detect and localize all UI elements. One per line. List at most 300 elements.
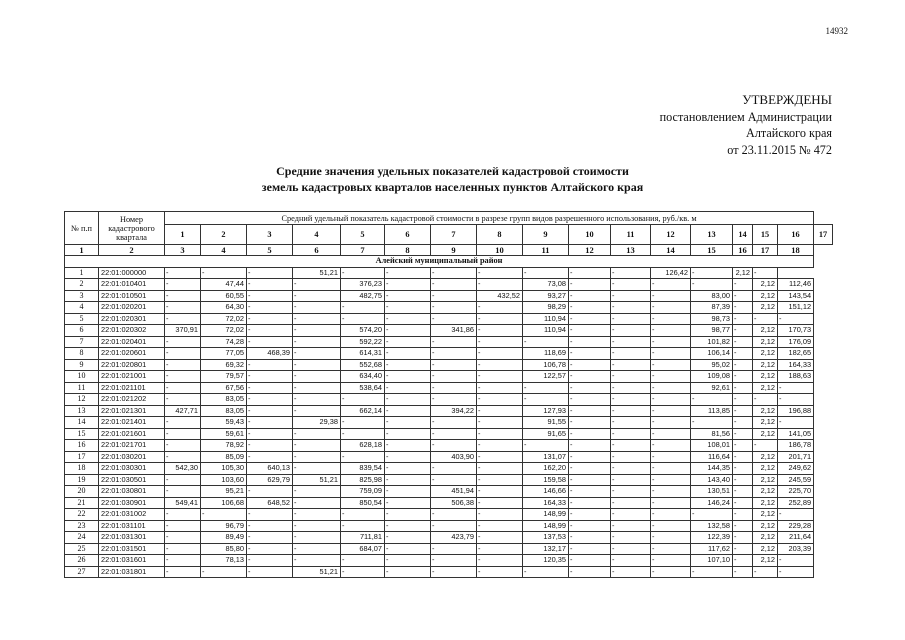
group-number: 11 — [611, 225, 651, 245]
column-number: 10 — [477, 245, 523, 256]
value-cell: - — [651, 279, 691, 291]
value-cell: - — [247, 543, 293, 555]
value-cell: - — [341, 313, 385, 325]
cadastral-quarter: 22:01:021601 — [99, 428, 165, 440]
value-cell: 113,85 — [691, 405, 733, 417]
value-cell: - — [477, 497, 523, 509]
value-cell: 2,12 — [753, 290, 778, 302]
value-cell: - — [431, 279, 477, 291]
value-cell: 105,30 — [201, 463, 247, 475]
value-cell: - — [477, 440, 523, 452]
value-cell: - — [523, 566, 569, 578]
value-cell: - — [477, 520, 523, 532]
value-cell: - — [385, 348, 431, 360]
group-number: 7 — [431, 225, 477, 245]
table-row — [65, 555, 833, 567]
table-row — [65, 359, 833, 371]
value-cell: - — [733, 532, 753, 544]
value-cell: - — [477, 463, 523, 475]
value-cell: - — [431, 302, 477, 314]
value-cell: - — [293, 279, 341, 291]
value-cell: - — [569, 405, 611, 417]
value-cell: - — [165, 509, 201, 521]
value-cell: - — [611, 417, 651, 429]
group-number: 15 — [753, 225, 778, 245]
cadastral-quarter: 22:01:020401 — [99, 336, 165, 348]
value-cell: - — [293, 486, 341, 498]
value-cell: - — [569, 474, 611, 486]
value-cell: - — [611, 359, 651, 371]
cadastral-quarter: 22:01:030501 — [99, 474, 165, 486]
value-cell: 83,00 — [691, 290, 733, 302]
table-row — [65, 474, 833, 486]
value-cell: - — [293, 440, 341, 452]
value-cell: 549,41 — [165, 497, 201, 509]
value-cell: 427,71 — [165, 405, 201, 417]
value-cell: - — [385, 474, 431, 486]
value-cell: - — [431, 290, 477, 302]
value-cell: 69,32 — [201, 359, 247, 371]
value-cell: - — [431, 267, 477, 279]
value-cell: - — [651, 555, 691, 567]
value-cell: 110,94 — [523, 313, 569, 325]
value-cell: - — [569, 486, 611, 498]
title-line: земель кадастровых кварталов населенных пунктов Алтайского края — [261, 179, 644, 194]
value-cell: - — [477, 394, 523, 406]
value-cell: - — [165, 555, 201, 567]
value-cell: - — [477, 509, 523, 521]
value-cell: 432,52 — [477, 290, 523, 302]
value-cell: 73,08 — [523, 279, 569, 291]
value-cell: - — [165, 428, 201, 440]
value-cell: 170,73 — [778, 325, 814, 337]
value-cell: - — [733, 451, 753, 463]
row-index: 16 — [65, 440, 99, 452]
value-cell: - — [431, 371, 477, 383]
value-cell: - — [611, 428, 651, 440]
value-cell: 151,12 — [778, 302, 814, 314]
table-row — [65, 348, 833, 360]
value-cell: 628,18 — [341, 440, 385, 452]
value-cell: - — [651, 325, 691, 337]
value-cell: 112,46 — [778, 279, 814, 291]
value-cell: - — [247, 428, 293, 440]
value-cell: - — [293, 348, 341, 360]
value-cell: - — [569, 463, 611, 475]
cadastral-quarter: 22:01:020302 — [99, 325, 165, 337]
value-cell: 141,05 — [778, 428, 814, 440]
approval-block — [660, 92, 832, 158]
value-cell: 81,56 — [691, 428, 733, 440]
row-index: 17 — [65, 451, 99, 463]
header-index: № п.п — [65, 212, 99, 245]
value-cell: 148,99 — [523, 520, 569, 532]
value-cell: - — [733, 520, 753, 532]
value-cell: - — [477, 382, 523, 394]
value-cell: 2,12 — [753, 279, 778, 291]
value-cell: 93,27 — [523, 290, 569, 302]
value-cell: 106,68 — [201, 497, 247, 509]
column-number: 17 — [753, 245, 778, 256]
value-cell: - — [569, 451, 611, 463]
table-row — [65, 371, 833, 383]
value-cell: - — [611, 279, 651, 291]
value-cell: - — [753, 267, 778, 279]
value-cell: - — [201, 267, 247, 279]
value-cell: - — [247, 417, 293, 429]
value-cell: 77,05 — [201, 348, 247, 360]
value-cell: 2,12 — [753, 348, 778, 360]
value-cell: - — [385, 325, 431, 337]
value-cell: - — [385, 405, 431, 417]
value-cell: - — [341, 394, 385, 406]
value-cell: - — [569, 566, 611, 578]
value-cell: - — [778, 417, 814, 429]
value-cell: - — [733, 348, 753, 360]
value-cell: - — [753, 566, 778, 578]
value-cell: 2,12 — [753, 371, 778, 383]
value-cell: 634,40 — [341, 371, 385, 383]
value-cell: - — [165, 566, 201, 578]
value-cell: 29,38 — [293, 417, 341, 429]
value-cell: 132,17 — [523, 543, 569, 555]
value-cell: 252,89 — [778, 497, 814, 509]
value-cell: - — [431, 348, 477, 360]
table-row — [65, 532, 833, 544]
value-cell: - — [651, 463, 691, 475]
value-cell: - — [293, 451, 341, 463]
value-cell: - — [165, 394, 201, 406]
cadastral-value-table — [64, 211, 833, 578]
column-number: 8 — [385, 245, 431, 256]
value-cell: 482,75 — [341, 290, 385, 302]
value-cell: - — [611, 566, 651, 578]
value-cell: - — [651, 371, 691, 383]
value-cell: 574,20 — [341, 325, 385, 337]
value-cell: 2,12 — [733, 267, 753, 279]
value-cell: - — [431, 520, 477, 532]
row-index: 18 — [65, 463, 99, 475]
value-cell: - — [651, 497, 691, 509]
value-cell: - — [477, 336, 523, 348]
value-cell: - — [778, 394, 814, 406]
value-cell: 592,22 — [341, 336, 385, 348]
value-cell: 106,14 — [691, 348, 733, 360]
value-cell: - — [611, 486, 651, 498]
value-cell: - — [778, 555, 814, 567]
value-cell: - — [431, 555, 477, 567]
value-cell: - — [651, 474, 691, 486]
value-cell: - — [733, 359, 753, 371]
value-cell: - — [778, 313, 814, 325]
value-cell: - — [611, 509, 651, 521]
cadastral-quarter: 22:01:021301 — [99, 405, 165, 417]
value-cell: 662,14 — [341, 405, 385, 417]
value-cell: - — [385, 417, 431, 429]
value-cell: 552,68 — [341, 359, 385, 371]
cadastral-quarter: 22:01:010501 — [99, 290, 165, 302]
value-cell: - — [477, 267, 523, 279]
value-cell: - — [431, 463, 477, 475]
column-number: 4 — [201, 245, 247, 256]
approval-line: от 23.11.2015 № 472 — [727, 142, 832, 157]
row-index: 12 — [65, 394, 99, 406]
value-cell: - — [477, 325, 523, 337]
value-cell: 110,94 — [523, 325, 569, 337]
value-cell: - — [165, 313, 201, 325]
row-index: 7 — [65, 336, 99, 348]
value-cell: - — [341, 428, 385, 440]
value-cell: - — [165, 486, 201, 498]
approval-line: постановлением Администрации — [659, 109, 832, 124]
cadastral-quarter: 22:01:030301 — [99, 463, 165, 475]
value-cell: - — [477, 359, 523, 371]
value-cell: 196,88 — [778, 405, 814, 417]
group-number: 2 — [201, 225, 247, 245]
value-cell: 2,12 — [753, 509, 778, 521]
value-cell: 143,40 — [691, 474, 733, 486]
row-index: 13 — [65, 405, 99, 417]
value-cell: - — [293, 382, 341, 394]
value-cell: - — [293, 313, 341, 325]
cadastral-quarter: 22:01:031601 — [99, 555, 165, 567]
value-cell: - — [733, 302, 753, 314]
row-index: 26 — [65, 555, 99, 567]
row-index: 10 — [65, 371, 99, 383]
value-cell: 126,42 — [651, 267, 691, 279]
value-cell: 108,01 — [691, 440, 733, 452]
value-cell: - — [247, 532, 293, 544]
value-cell: - — [165, 359, 201, 371]
value-cell: - — [431, 440, 477, 452]
value-cell: 2,12 — [753, 520, 778, 532]
value-cell: - — [569, 428, 611, 440]
value-cell: 98,29 — [523, 302, 569, 314]
value-cell: - — [247, 382, 293, 394]
cadastral-quarter: 22:01:021001 — [99, 371, 165, 383]
column-number: 14 — [651, 245, 691, 256]
value-cell: - — [733, 325, 753, 337]
title-line: Средние значения удельных показателей кадастровой стоимости — [276, 164, 629, 178]
value-cell: - — [733, 394, 753, 406]
value-cell: 92,61 — [691, 382, 733, 394]
value-cell: - — [651, 509, 691, 521]
value-cell: - — [341, 520, 385, 532]
value-cell: - — [569, 267, 611, 279]
value-cell: - — [651, 566, 691, 578]
value-cell: - — [569, 417, 611, 429]
value-cell: - — [341, 417, 385, 429]
table-row — [65, 394, 833, 406]
value-cell: - — [385, 428, 431, 440]
row-index: 19 — [65, 474, 99, 486]
cadastral-quarter: 22:01:000000 — [99, 267, 165, 279]
header-group: Средний удельный показатель кадастровой стоимости в разрезе групп видов разрешенного использования, руб./кв. м — [165, 212, 814, 225]
value-cell: 2,12 — [753, 325, 778, 337]
value-cell: - — [247, 267, 293, 279]
value-cell: 106,78 — [523, 359, 569, 371]
value-cell: - — [293, 555, 341, 567]
cadastral-quarter: 22:01:031301 — [99, 532, 165, 544]
row-index: 4 — [65, 302, 99, 314]
value-cell: 117,62 — [691, 543, 733, 555]
value-cell: 850,54 — [341, 497, 385, 509]
value-cell: - — [165, 543, 201, 555]
value-cell: 839,54 — [341, 463, 385, 475]
value-cell: - — [247, 509, 293, 521]
value-cell: 159,58 — [523, 474, 569, 486]
value-cell: - — [247, 302, 293, 314]
value-cell: - — [385, 371, 431, 383]
value-cell: - — [165, 417, 201, 429]
value-cell: 78,13 — [201, 555, 247, 567]
value-cell: - — [733, 428, 753, 440]
column-number: 18 — [778, 245, 814, 256]
value-cell: 164,33 — [523, 497, 569, 509]
value-cell: - — [691, 417, 733, 429]
value-cell: - — [431, 417, 477, 429]
column-number: 6 — [293, 245, 341, 256]
value-cell: - — [569, 440, 611, 452]
value-cell: 376,23 — [341, 279, 385, 291]
cadastral-quarter: 22:01:021701 — [99, 440, 165, 452]
value-cell: - — [733, 486, 753, 498]
value-cell: 85,09 — [201, 451, 247, 463]
value-cell: - — [691, 267, 733, 279]
value-cell: 2,12 — [753, 359, 778, 371]
value-cell: - — [165, 474, 201, 486]
cadastral-quarter: 22:01:020201 — [99, 302, 165, 314]
value-cell: - — [733, 417, 753, 429]
column-number: 5 — [247, 245, 293, 256]
value-cell: 127,93 — [523, 405, 569, 417]
value-cell: 711,81 — [341, 532, 385, 544]
approval-heading: УТВЕРЖДЕНЫ — [742, 92, 832, 107]
cadastral-quarter: 22:01:021401 — [99, 417, 165, 429]
value-cell: 95,21 — [201, 486, 247, 498]
value-cell: 51,21 — [293, 566, 341, 578]
value-cell: - — [385, 555, 431, 567]
row-index: 11 — [65, 382, 99, 394]
value-cell: - — [733, 497, 753, 509]
value-cell: - — [569, 290, 611, 302]
value-cell: - — [651, 336, 691, 348]
table-row — [65, 325, 833, 337]
value-cell: - — [753, 394, 778, 406]
value-cell: - — [611, 382, 651, 394]
value-cell: - — [733, 440, 753, 452]
value-cell: - — [733, 371, 753, 383]
value-cell: - — [569, 497, 611, 509]
value-cell: 2,12 — [753, 486, 778, 498]
value-cell: - — [293, 336, 341, 348]
value-cell: 2,12 — [753, 336, 778, 348]
cadastral-quarter: 22:01:031501 — [99, 543, 165, 555]
value-cell: - — [611, 394, 651, 406]
value-cell: - — [569, 394, 611, 406]
value-cell: - — [247, 394, 293, 406]
value-cell: - — [733, 382, 753, 394]
value-cell: - — [293, 543, 341, 555]
value-cell: - — [651, 290, 691, 302]
value-cell: - — [733, 336, 753, 348]
row-index: 22 — [65, 509, 99, 521]
value-cell: 2,12 — [753, 382, 778, 394]
value-cell: - — [431, 566, 477, 578]
value-cell: - — [569, 555, 611, 567]
value-cell: 47,44 — [201, 279, 247, 291]
value-cell: - — [385, 267, 431, 279]
value-cell: 2,12 — [753, 405, 778, 417]
value-cell: 59,43 — [201, 417, 247, 429]
value-cell: - — [523, 336, 569, 348]
column-number: 13 — [611, 245, 651, 256]
value-cell: - — [611, 451, 651, 463]
table-row — [65, 451, 833, 463]
table-row — [65, 520, 833, 532]
value-cell: - — [691, 279, 733, 291]
table-row — [65, 566, 833, 578]
value-cell: - — [165, 532, 201, 544]
value-cell: 2,12 — [753, 555, 778, 567]
value-cell: 2,12 — [753, 451, 778, 463]
value-cell: 506,38 — [431, 497, 477, 509]
value-cell: 85,80 — [201, 543, 247, 555]
table-row — [65, 497, 833, 509]
value-cell: - — [569, 543, 611, 555]
value-cell: - — [431, 382, 477, 394]
cadastral-quarter: 22:01:030901 — [99, 497, 165, 509]
value-cell: - — [165, 382, 201, 394]
row-index: 14 — [65, 417, 99, 429]
table-row — [65, 486, 833, 498]
value-cell: 538,64 — [341, 382, 385, 394]
value-cell: 423,79 — [431, 532, 477, 544]
value-cell: 79,57 — [201, 371, 247, 383]
value-cell: - — [611, 325, 651, 337]
value-cell: - — [651, 417, 691, 429]
group-number: 16 — [778, 225, 814, 245]
value-cell: - — [569, 509, 611, 521]
value-cell: - — [477, 532, 523, 544]
value-cell: - — [691, 509, 733, 521]
value-cell: - — [611, 463, 651, 475]
value-cell: - — [385, 451, 431, 463]
value-cell: - — [651, 428, 691, 440]
value-cell: - — [431, 543, 477, 555]
value-cell: - — [293, 405, 341, 417]
value-cell: - — [385, 313, 431, 325]
value-cell: - — [778, 509, 814, 521]
column-number: 11 — [523, 245, 569, 256]
value-cell: - — [293, 463, 341, 475]
value-cell: 78,92 — [201, 440, 247, 452]
table-row — [65, 543, 833, 555]
value-cell: - — [385, 359, 431, 371]
value-cell: - — [778, 382, 814, 394]
value-cell: - — [733, 290, 753, 302]
column-number: 7 — [341, 245, 385, 256]
value-cell: - — [569, 359, 611, 371]
value-cell: - — [477, 555, 523, 567]
value-cell: 186,78 — [778, 440, 814, 452]
value-cell: - — [293, 497, 341, 509]
value-cell: - — [733, 474, 753, 486]
value-cell: 759,09 — [341, 486, 385, 498]
row-index: 21 — [65, 497, 99, 509]
value-cell: - — [477, 451, 523, 463]
value-cell: 91,65 — [523, 428, 569, 440]
